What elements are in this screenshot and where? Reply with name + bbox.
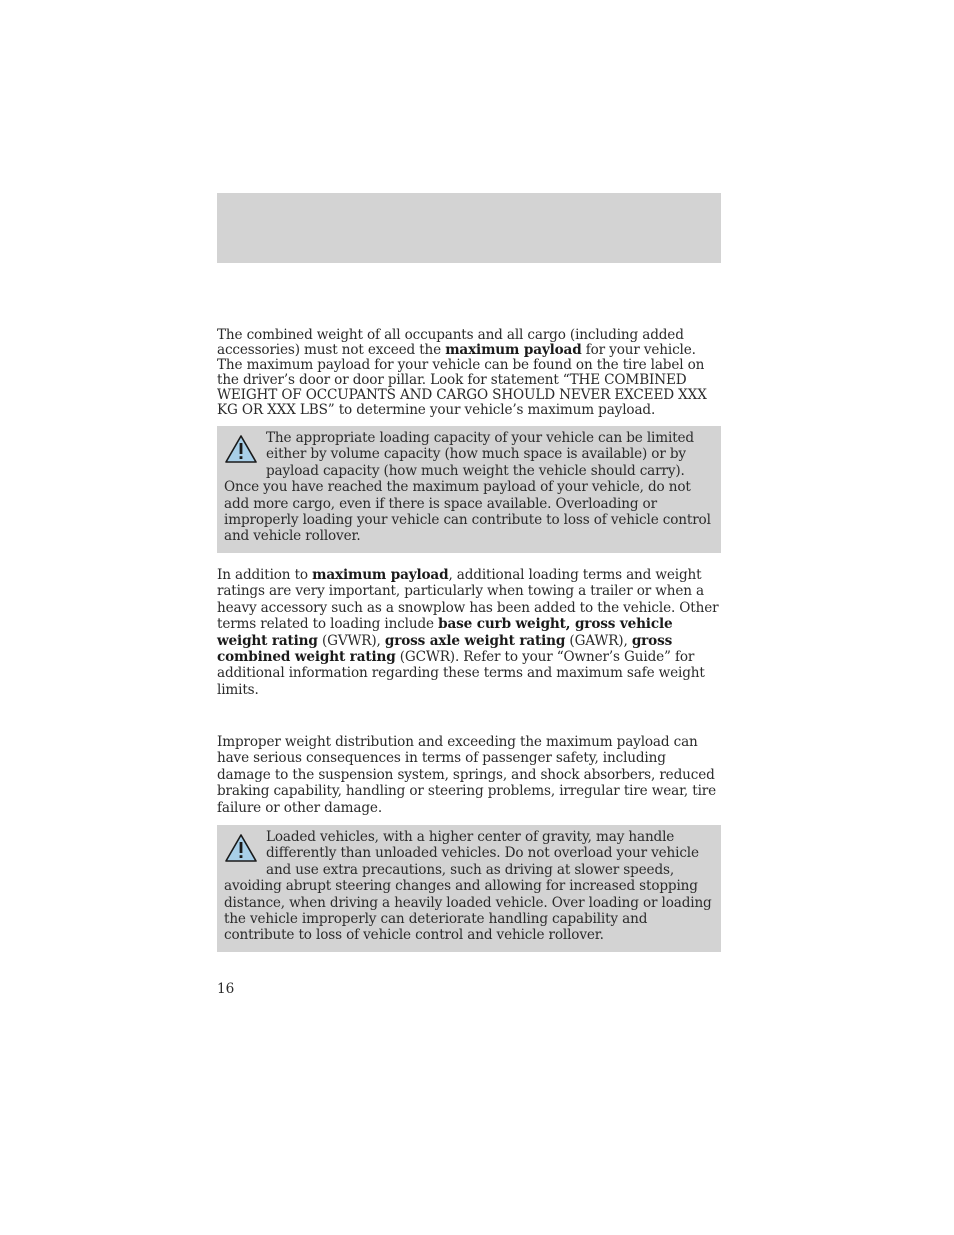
paragraph-text: for your vehicle. The maximum payload for your vehicle can be found on the tire label on the driver’s door or door pillar. Look for statement “THE COMBINED WEIGHT OF OCCUPANTS AND CARGO SHOULD NEVER EXCEED XXX KG OR XXX LBS” to determine your vehicle’s maximum payload. [217, 342, 707, 418]
paragraph-text: In addition to [217, 567, 313, 583]
bold-term: base curb weight, gross vehicle weight rating [217, 616, 673, 649]
warning-text: The appropriate loading capacity of your vehicle can be limited either by volume capacity (how much space is available) or by payload capacity (how much weight the vehicle should carry). Once you have reached the maximum payload of your vehicle, do not add more cargo, even if there is space available. Overloading or improperly loading your vehicle can contribute to loss of vehicle control and vehicle rollover. [224, 430, 711, 545]
warning-text: Loaded vehicles, with a higher center of gravity, may handle differently than unloaded vehicles. Do not overload your vehicle and use extra precautions, such as driving at slower speeds, avoiding abrupt steering changes and allowing for increased stopping distance, when driving a heavily loaded vehicle. Over loading or loading the vehicle improperly can deteriorate handling capability and contribute to loss of vehicle control and vehicle rollover. [224, 829, 712, 944]
weight-distribution-paragraph: Improper weight distribution and exceeding the maximum payload can have serious consequences in terms of passenger safety, including damage to the suspension system, springs, and shock absorbers, reduced braking capability, handling or steering problems, irregular tire wear, tire failure or other damage. [217, 734, 717, 816]
bold-term: maximum payload [445, 342, 582, 358]
bold-term: gross combined weight rating [217, 632, 673, 666]
bold-term: gross axle weight rating [384, 632, 566, 649]
bold-term: maximum payload [312, 567, 449, 583]
paragraph-text: , additional loading terms and weight ratings are very important, particularly when towing a trailer or when a heavy accessory such as a snowplow has been added to the vehicle. Other terms related to loading include [217, 567, 719, 633]
paragraph-text: (GAWR), [565, 632, 632, 649]
warning-box-center-of-gravity [217, 825, 721, 952]
page-number: 16 [217, 981, 235, 997]
section-header-band [217, 193, 721, 263]
payload-paragraph [217, 328, 721, 418]
paragraph-text: The combined weight of all occupants and all cargo (including added accessories) must not exceed the [217, 327, 684, 358]
warning-triangle-icon [224, 434, 258, 464]
warning-box-loading-capacity [217, 426, 721, 553]
paragraph-text: (GVWR), [317, 632, 385, 649]
paragraph-text: (GCWR). Refer to your “Owner’s Guide” for additional information regarding these terms and maximum safe weight limits. [217, 649, 705, 698]
warning-triangle-icon [224, 833, 258, 863]
loading-terms-paragraph [217, 567, 721, 698]
